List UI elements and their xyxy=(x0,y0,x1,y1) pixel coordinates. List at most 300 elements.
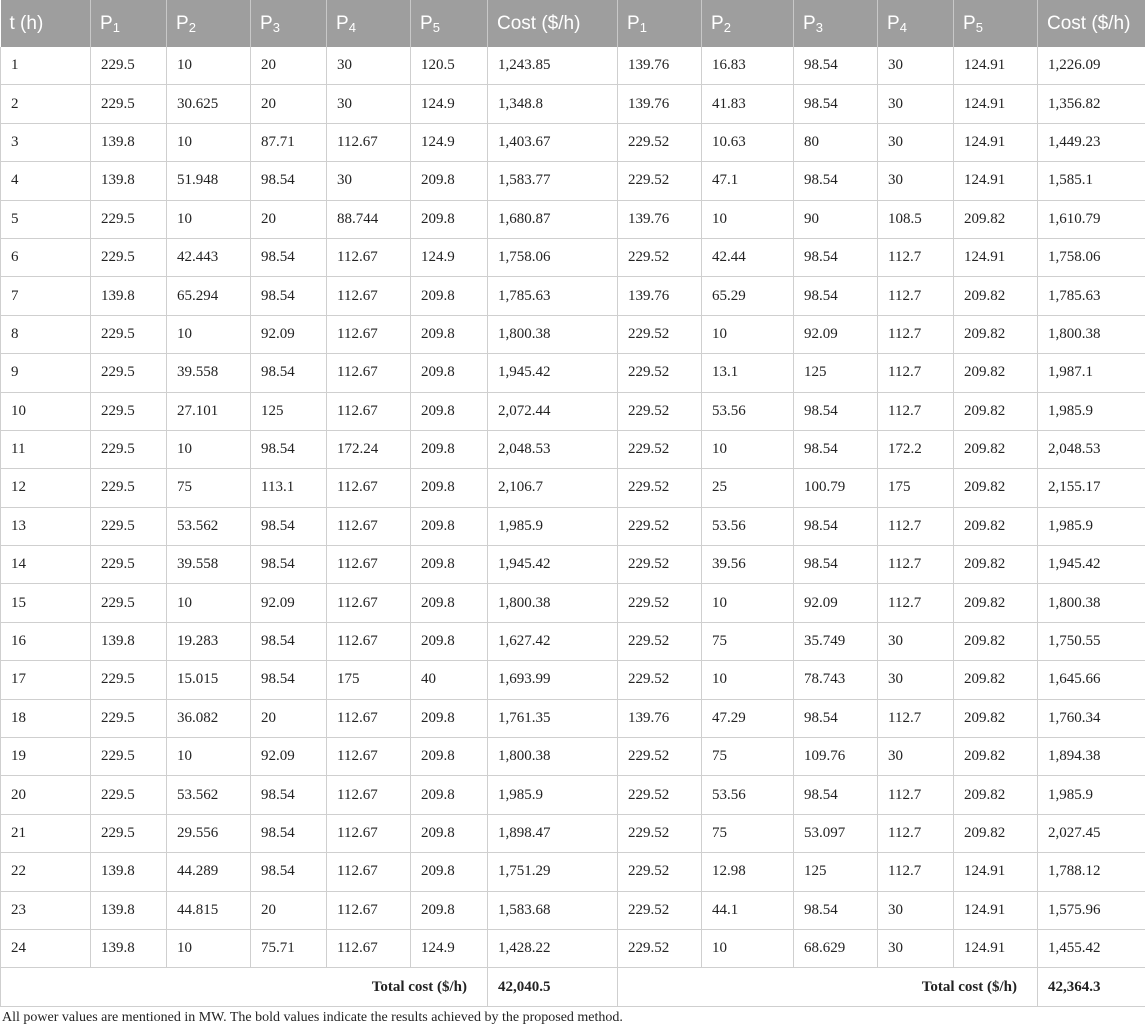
table-cell: 53.097 xyxy=(794,814,878,852)
table-cell: 209.82 xyxy=(954,200,1038,238)
table-cell: 209.8 xyxy=(411,546,488,584)
table-row xyxy=(1,85,1145,123)
table-row xyxy=(1,507,1145,545)
table-cell: 1,800.38 xyxy=(1038,315,1145,353)
table-cell: 10 xyxy=(167,738,251,776)
table-cell: 22 xyxy=(1,853,91,891)
table-cell: 92.09 xyxy=(251,315,327,353)
table-cell: 229.52 xyxy=(618,891,702,929)
table-row xyxy=(1,891,1145,929)
column-header-subscript: 5 xyxy=(975,19,983,35)
table-cell: 139.8 xyxy=(91,277,167,315)
table-cell: 229.52 xyxy=(618,507,702,545)
table-row xyxy=(1,430,1145,468)
table-cell: 92.09 xyxy=(251,738,327,776)
table-cell: 112.67 xyxy=(327,738,411,776)
table-cell: 229.52 xyxy=(618,929,702,967)
table-cell: 36.082 xyxy=(167,699,251,737)
table-cell: 75 xyxy=(702,622,794,660)
table-cell: 98.54 xyxy=(794,507,878,545)
table-cell: 30 xyxy=(878,738,954,776)
table-cell: 65.29 xyxy=(702,277,794,315)
column-header-label: P xyxy=(100,12,113,34)
table-cell: 1,987.1 xyxy=(1038,354,1145,392)
table-cell: 209.82 xyxy=(954,661,1038,699)
table-cell: 112.7 xyxy=(878,699,954,737)
table-cell: 1,428.22 xyxy=(488,929,618,967)
table-cell: 112.67 xyxy=(327,354,411,392)
table-cell: 139.76 xyxy=(618,85,702,123)
table-cell: 75.71 xyxy=(251,929,327,967)
column-header-label: P xyxy=(803,12,816,34)
table-cell: 229.52 xyxy=(618,354,702,392)
column-header-label: P xyxy=(260,12,273,34)
table-cell: 125 xyxy=(794,354,878,392)
table-cell: 175 xyxy=(878,469,954,507)
table-cell: 98.54 xyxy=(794,162,878,200)
table-cell: 98.54 xyxy=(251,430,327,468)
table-cell: 209.82 xyxy=(954,738,1038,776)
table-cell: 1,455.42 xyxy=(1038,929,1145,967)
table-cell: 98.54 xyxy=(251,814,327,852)
table-cell: 10 xyxy=(702,584,794,622)
table-cell: 108.5 xyxy=(878,200,954,238)
table-cell: 209.82 xyxy=(954,277,1038,315)
table-cell: 1,610.79 xyxy=(1038,200,1145,238)
table-cell: 16.83 xyxy=(702,47,794,85)
table-row xyxy=(1,277,1145,315)
table-cell: 10 xyxy=(702,929,794,967)
table-cell: 1,627.42 xyxy=(488,622,618,660)
table-cell: 30 xyxy=(878,47,954,85)
table-cell: 112.67 xyxy=(327,392,411,430)
table-cell: 112.7 xyxy=(878,315,954,353)
table-cell: 209.8 xyxy=(411,392,488,430)
table-cell: 229.52 xyxy=(618,238,702,276)
table-cell: 1,945.42 xyxy=(1038,546,1145,584)
table-cell: 124.91 xyxy=(954,85,1038,123)
table-cell: 9 xyxy=(1,354,91,392)
table-cell: 1,985.9 xyxy=(488,507,618,545)
column-header xyxy=(1038,0,1145,47)
table-body xyxy=(1,47,1145,1006)
table-cell: 229.52 xyxy=(618,622,702,660)
table-cell: 209.82 xyxy=(954,814,1038,852)
table-row xyxy=(1,699,1145,737)
table-cell: 209.8 xyxy=(411,853,488,891)
table-cell: 6 xyxy=(1,238,91,276)
table-cell: 124.91 xyxy=(954,891,1038,929)
table-cell: 229.5 xyxy=(91,584,167,622)
table-cell: 20 xyxy=(251,85,327,123)
table-cell: 20 xyxy=(1,776,91,814)
table-cell: 10 xyxy=(167,430,251,468)
table-cell: 229.5 xyxy=(91,354,167,392)
table-cell: 229.5 xyxy=(91,699,167,737)
table-cell: 75 xyxy=(702,738,794,776)
table-cell: 39.56 xyxy=(702,546,794,584)
column-header-label: Cost ($/h) xyxy=(1047,12,1131,34)
table-cell: 30 xyxy=(327,85,411,123)
table-cell: 1,449.23 xyxy=(1038,123,1145,161)
table-cell: 30 xyxy=(327,47,411,85)
table-cell: 1,985.9 xyxy=(1038,392,1145,430)
table-cell: 5 xyxy=(1,200,91,238)
table-cell: 27.101 xyxy=(167,392,251,430)
table-cell: 47.1 xyxy=(702,162,794,200)
table-cell: 10 xyxy=(1,392,91,430)
table-cell: 40 xyxy=(411,661,488,699)
total-cost-label: Total cost ($/h) xyxy=(618,968,1038,1006)
table-cell: 112.67 xyxy=(327,814,411,852)
table-cell: 10 xyxy=(167,315,251,353)
table-cell: 2,048.53 xyxy=(1038,430,1145,468)
table-cell: 1,985.9 xyxy=(1038,507,1145,545)
table-cell: 1,800.38 xyxy=(488,584,618,622)
table-cell: 39.558 xyxy=(167,354,251,392)
column-header-label: P xyxy=(887,12,900,34)
table-cell: 1,403.67 xyxy=(488,123,618,161)
table-cell: 229.5 xyxy=(91,200,167,238)
table-cell: 1,583.77 xyxy=(488,162,618,200)
table-cell: 1,575.96 xyxy=(1038,891,1145,929)
table-cell: 229.5 xyxy=(91,469,167,507)
table-cell: 229.5 xyxy=(91,546,167,584)
table-cell: 30 xyxy=(878,891,954,929)
table-cell: 229.5 xyxy=(91,814,167,852)
table-cell: 30 xyxy=(327,162,411,200)
column-header-label: P xyxy=(963,12,976,34)
table-row xyxy=(1,929,1145,967)
table-cell: 1,788.12 xyxy=(1038,853,1145,891)
table-cell: 15.015 xyxy=(167,661,251,699)
table-header-row xyxy=(1,0,1145,47)
table-cell: 229.52 xyxy=(618,584,702,622)
table-cell: 229.52 xyxy=(618,162,702,200)
table-cell: 1,583.68 xyxy=(488,891,618,929)
table-cell: 112.67 xyxy=(327,622,411,660)
table-cell: 51.948 xyxy=(167,162,251,200)
table-cell: 124.91 xyxy=(954,123,1038,161)
table-cell: 124.91 xyxy=(954,238,1038,276)
table-row xyxy=(1,661,1145,699)
table-cell: 1,243.85 xyxy=(488,47,618,85)
table-cell: 229.5 xyxy=(91,47,167,85)
column-header-subscript: 2 xyxy=(723,19,731,35)
table-cell: 112.67 xyxy=(327,584,411,622)
total-cost-label: Total cost ($/h) xyxy=(1,968,488,1006)
table-cell: 17 xyxy=(1,661,91,699)
table-cell: 92.09 xyxy=(251,584,327,622)
table-cell: 44.1 xyxy=(702,891,794,929)
table-cell: 3 xyxy=(1,123,91,161)
table-cell: 19 xyxy=(1,738,91,776)
table-cell: 1,800.38 xyxy=(488,315,618,353)
table-cell: 90 xyxy=(794,200,878,238)
table-cell: 124.9 xyxy=(411,123,488,161)
table-cell: 10 xyxy=(167,47,251,85)
table-cell: 10 xyxy=(702,661,794,699)
table-cell: 98.54 xyxy=(794,699,878,737)
table-row xyxy=(1,123,1145,161)
table-cell: 209.82 xyxy=(954,430,1038,468)
table-cell: 10.63 xyxy=(702,123,794,161)
table-cell: 98.54 xyxy=(251,238,327,276)
table-row xyxy=(1,392,1145,430)
table-cell: 1,785.63 xyxy=(488,277,618,315)
table-footnote: All power values are mentioned in MW. The bold values indicate the results achieved by the proposed method. xyxy=(2,1009,623,1025)
table-cell: 112.67 xyxy=(327,891,411,929)
table-cell: 4 xyxy=(1,162,91,200)
total-row xyxy=(1,968,1145,1006)
table-cell: 229.52 xyxy=(618,776,702,814)
column-header xyxy=(327,0,411,47)
column-header-subscript: 5 xyxy=(432,19,440,35)
table-cell: 1,226.09 xyxy=(1038,47,1145,85)
table-cell: 80 xyxy=(794,123,878,161)
table-cell: 53.562 xyxy=(167,776,251,814)
table-cell: 112.67 xyxy=(327,315,411,353)
column-header xyxy=(702,0,794,47)
table-cell: 209.82 xyxy=(954,622,1038,660)
table-cell: 87.71 xyxy=(251,123,327,161)
table-cell: 229.5 xyxy=(91,738,167,776)
table-cell: 172.2 xyxy=(878,430,954,468)
table-cell: 98.54 xyxy=(794,776,878,814)
table-cell: 1,945.42 xyxy=(488,546,618,584)
table-cell: 1,760.34 xyxy=(1038,699,1145,737)
table-cell: 53.56 xyxy=(702,392,794,430)
table-cell: 47.29 xyxy=(702,699,794,737)
table-cell: 53.56 xyxy=(702,507,794,545)
column-header xyxy=(1,0,91,47)
table-cell: 175 xyxy=(327,661,411,699)
table-cell: 2,155.17 xyxy=(1038,469,1145,507)
table-cell: 44.289 xyxy=(167,853,251,891)
table-cell: 98.54 xyxy=(251,354,327,392)
table-cell: 112.7 xyxy=(878,238,954,276)
table-cell: 23 xyxy=(1,891,91,929)
column-header-subscript: 1 xyxy=(639,19,647,35)
table-cell: 113.1 xyxy=(251,469,327,507)
table-cell: 98.54 xyxy=(251,507,327,545)
table-cell: 209.82 xyxy=(954,469,1038,507)
table-cell: 68.629 xyxy=(794,929,878,967)
table-cell: 112.7 xyxy=(878,507,954,545)
table-cell: 19.283 xyxy=(167,622,251,660)
table-row xyxy=(1,738,1145,776)
table-cell: 42.44 xyxy=(702,238,794,276)
table-cell: 21 xyxy=(1,814,91,852)
table-cell: 112.67 xyxy=(327,776,411,814)
table-cell: 1,680.87 xyxy=(488,200,618,238)
column-header xyxy=(954,0,1038,47)
table-cell: 112.67 xyxy=(327,546,411,584)
column-header-label: P xyxy=(336,12,349,34)
table-cell: 98.54 xyxy=(794,891,878,929)
table-cell: 120.5 xyxy=(411,47,488,85)
table-cell: 209.82 xyxy=(954,507,1038,545)
table-cell: 14 xyxy=(1,546,91,584)
table-cell: 1,894.38 xyxy=(1038,738,1145,776)
table-row xyxy=(1,584,1145,622)
table-cell: 11 xyxy=(1,430,91,468)
table-cell: 10 xyxy=(167,123,251,161)
table-cell: 112.67 xyxy=(327,469,411,507)
table-cell: 16 xyxy=(1,622,91,660)
column-header-label: P xyxy=(176,12,189,34)
table-cell: 98.54 xyxy=(251,622,327,660)
table-cell: 124.9 xyxy=(411,238,488,276)
table-cell: 229.52 xyxy=(618,315,702,353)
table-cell: 42.443 xyxy=(167,238,251,276)
table-cell: 39.558 xyxy=(167,546,251,584)
table-cell: 30 xyxy=(878,123,954,161)
table-cell: 53.562 xyxy=(167,507,251,545)
column-header-label: P xyxy=(420,12,433,34)
column-header-subscript: 2 xyxy=(188,19,196,35)
table-cell: 124.91 xyxy=(954,162,1038,200)
table-cell: 209.82 xyxy=(954,776,1038,814)
table-cell: 229.5 xyxy=(91,507,167,545)
table-cell: 209.8 xyxy=(411,315,488,353)
table-cell: 209.82 xyxy=(954,354,1038,392)
table-cell: 1,898.47 xyxy=(488,814,618,852)
table-cell: 112.67 xyxy=(327,123,411,161)
table-cell: 139.8 xyxy=(91,162,167,200)
column-header xyxy=(251,0,327,47)
table-cell: 1,758.06 xyxy=(1038,238,1145,276)
table-cell: 112.7 xyxy=(878,277,954,315)
table-cell: 139.8 xyxy=(91,123,167,161)
table-cell: 65.294 xyxy=(167,277,251,315)
table-cell: 30 xyxy=(878,661,954,699)
column-header xyxy=(91,0,167,47)
table-cell: 1,985.9 xyxy=(1038,776,1145,814)
table-cell: 100.79 xyxy=(794,469,878,507)
table-cell: 98.54 xyxy=(794,430,878,468)
table-cell: 124.91 xyxy=(954,47,1038,85)
table-cell: 209.82 xyxy=(954,584,1038,622)
table-cell: 35.749 xyxy=(794,622,878,660)
column-header xyxy=(411,0,488,47)
table-cell: 209.82 xyxy=(954,546,1038,584)
column-header-subscript: 3 xyxy=(272,19,280,35)
table-cell: 209.8 xyxy=(411,814,488,852)
table-cell: 229.5 xyxy=(91,776,167,814)
table-cell: 112.7 xyxy=(878,354,954,392)
table-cell: 109.76 xyxy=(794,738,878,776)
table-cell: 1,800.38 xyxy=(1038,584,1145,622)
table-cell: 53.56 xyxy=(702,776,794,814)
table-cell: 112.7 xyxy=(878,392,954,430)
table-cell: 124.9 xyxy=(411,929,488,967)
table-cell: 209.8 xyxy=(411,891,488,929)
column-header xyxy=(488,0,618,47)
table-cell: 98.54 xyxy=(251,853,327,891)
table-cell: 2,072.44 xyxy=(488,392,618,430)
column-header-subscript: 1 xyxy=(112,19,120,35)
table-cell: 229.52 xyxy=(618,469,702,507)
table-cell: 30 xyxy=(878,929,954,967)
table-cell: 98.54 xyxy=(794,238,878,276)
table-row xyxy=(1,814,1145,852)
table-cell: 229.5 xyxy=(91,238,167,276)
column-header-label: P xyxy=(711,12,724,34)
table-cell: 10 xyxy=(167,929,251,967)
table-cell: 2,048.53 xyxy=(488,430,618,468)
table-cell: 1,348.8 xyxy=(488,85,618,123)
table-row xyxy=(1,622,1145,660)
table-cell: 98.54 xyxy=(251,546,327,584)
table-cell: 209.8 xyxy=(411,277,488,315)
table-cell: 12.98 xyxy=(702,853,794,891)
table-cell: 112.7 xyxy=(878,814,954,852)
column-header xyxy=(167,0,251,47)
table-cell: 139.8 xyxy=(91,853,167,891)
table-row xyxy=(1,238,1145,276)
table-cell: 209.8 xyxy=(411,584,488,622)
table-cell: 13.1 xyxy=(702,354,794,392)
table-cell: 98.54 xyxy=(794,85,878,123)
table-cell: 30.625 xyxy=(167,85,251,123)
table-cell: 229.52 xyxy=(618,661,702,699)
table-cell: 2 xyxy=(1,85,91,123)
total-cost-value: 42,364.3 xyxy=(1038,968,1145,1006)
table-cell: 15 xyxy=(1,584,91,622)
table-cell: 98.54 xyxy=(251,776,327,814)
table-cell: 7 xyxy=(1,277,91,315)
table-cell: 92.09 xyxy=(794,315,878,353)
table-cell: 125 xyxy=(794,853,878,891)
table-cell: 229.52 xyxy=(618,546,702,584)
table-cell: 92.09 xyxy=(794,584,878,622)
table-cell: 30 xyxy=(878,622,954,660)
table-cell: 209.8 xyxy=(411,430,488,468)
table-cell: 20 xyxy=(251,47,327,85)
table-cell: 112.67 xyxy=(327,853,411,891)
table-cell: 10 xyxy=(702,430,794,468)
table-cell: 98.54 xyxy=(251,661,327,699)
table-cell: 209.8 xyxy=(411,200,488,238)
table-cell: 209.82 xyxy=(954,315,1038,353)
table-cell: 20 xyxy=(251,891,327,929)
table-cell: 98.54 xyxy=(794,546,878,584)
table-cell: 44.815 xyxy=(167,891,251,929)
table-cell: 139.76 xyxy=(618,699,702,737)
table-cell: 2,106.7 xyxy=(488,469,618,507)
table-cell: 112.7 xyxy=(878,853,954,891)
table-cell: 229.52 xyxy=(618,430,702,468)
table-cell: 20 xyxy=(251,699,327,737)
table-cell: 24 xyxy=(1,929,91,967)
table-cell: 209.8 xyxy=(411,354,488,392)
table-cell: 209.82 xyxy=(954,699,1038,737)
table-cell: 78.743 xyxy=(794,661,878,699)
table-cell: 12 xyxy=(1,469,91,507)
table-cell: 229.52 xyxy=(618,853,702,891)
table-cell: 209.82 xyxy=(954,392,1038,430)
table-row xyxy=(1,546,1145,584)
table-cell: 229.52 xyxy=(618,123,702,161)
table-cell: 209.8 xyxy=(411,162,488,200)
table-cell: 112.7 xyxy=(878,546,954,584)
table-cell: 8 xyxy=(1,315,91,353)
table-cell: 139.76 xyxy=(618,277,702,315)
table-cell: 209.8 xyxy=(411,469,488,507)
table-cell: 229.52 xyxy=(618,392,702,430)
table-cell: 124.91 xyxy=(954,929,1038,967)
